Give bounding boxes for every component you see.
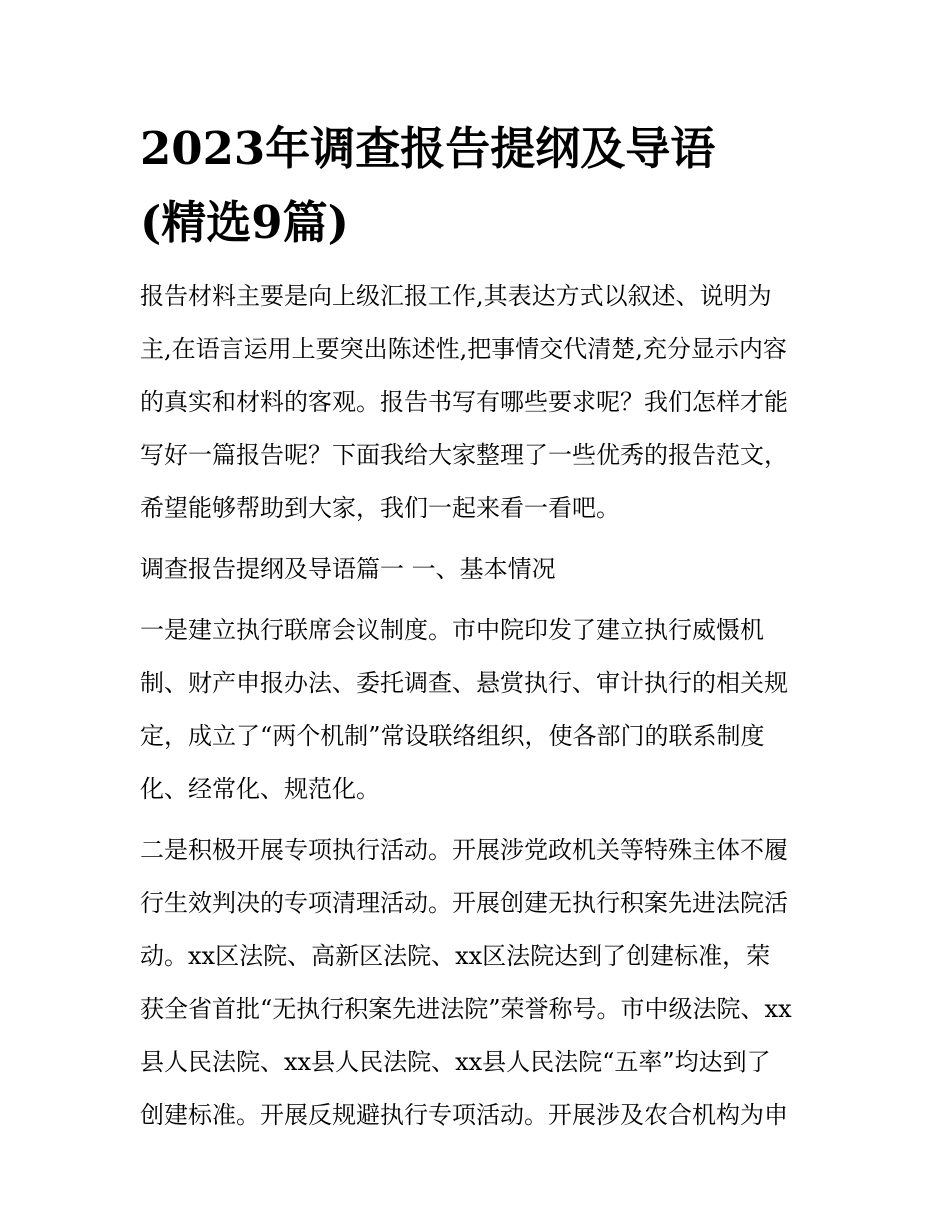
text-line: 调查报告提纲及导语篇一 一、基本情况: [140, 555, 556, 583]
text-line: 获全省首批“无执行积案先进法院”荣誉称号。市中级法院、xx: [140, 995, 792, 1023]
section-heading: [140, 543, 820, 596]
text-line: 化、经常化、规范化。: [140, 775, 380, 803]
text-line: 报告材料主要是向上级汇报工作,其表达方式以叙述、说明为: [140, 282, 772, 310]
text-line: 制、财产申报办法、委托调查、悬赏执行、审计执行的相关规: [140, 669, 788, 697]
text-line: 写好一篇报告呢？下面我给大家整理了一些优秀的报告范文，: [140, 441, 788, 469]
text-line: 定，成立了“两个机制”常设联络组织，使各部门的联系制度: [140, 722, 765, 750]
text-line: 行生效判决的专项清理活动。开展创建无执行积案先进法院活: [140, 889, 788, 917]
text-line: 创建标准。开展反规避执行专项活动。开展涉及农合机构为申: [140, 1101, 788, 1129]
document-body: [140, 270, 820, 1142]
text-line: 二是积极开展专项执行活动。开展涉党政机关等特殊主体不履: [140, 836, 788, 864]
title-line: (精选9篇): [140, 196, 349, 249]
text-line: 希望能够帮助到大家，我们一起来看一看吧。: [140, 494, 620, 522]
text-line: 的真实和材料的客观。报告书写有哪些要求呢？我们怎样才能: [140, 388, 788, 416]
text-line: 一是建立执行联席会议制度。市中院印发了建立执行威慑机: [140, 616, 764, 644]
text-line: 县人民法院、xx县人民法院、xx县人民法院“五率”均达到了: [140, 1048, 771, 1076]
paragraph-intro: [140, 270, 820, 535]
document-title: [140, 112, 820, 260]
paragraph-item-two: [140, 824, 820, 1142]
text-line: 动。xx区法院、高新区法院、xx区法院达到了创建标准，荣: [140, 942, 771, 970]
text-line: 主,在语言运用上要突出陈述性,把事情交代清楚,充分显示内容: [140, 335, 787, 363]
title-line: 2023年调查报告提纲及导语: [140, 122, 716, 175]
paragraph-item-one: [140, 604, 820, 816]
